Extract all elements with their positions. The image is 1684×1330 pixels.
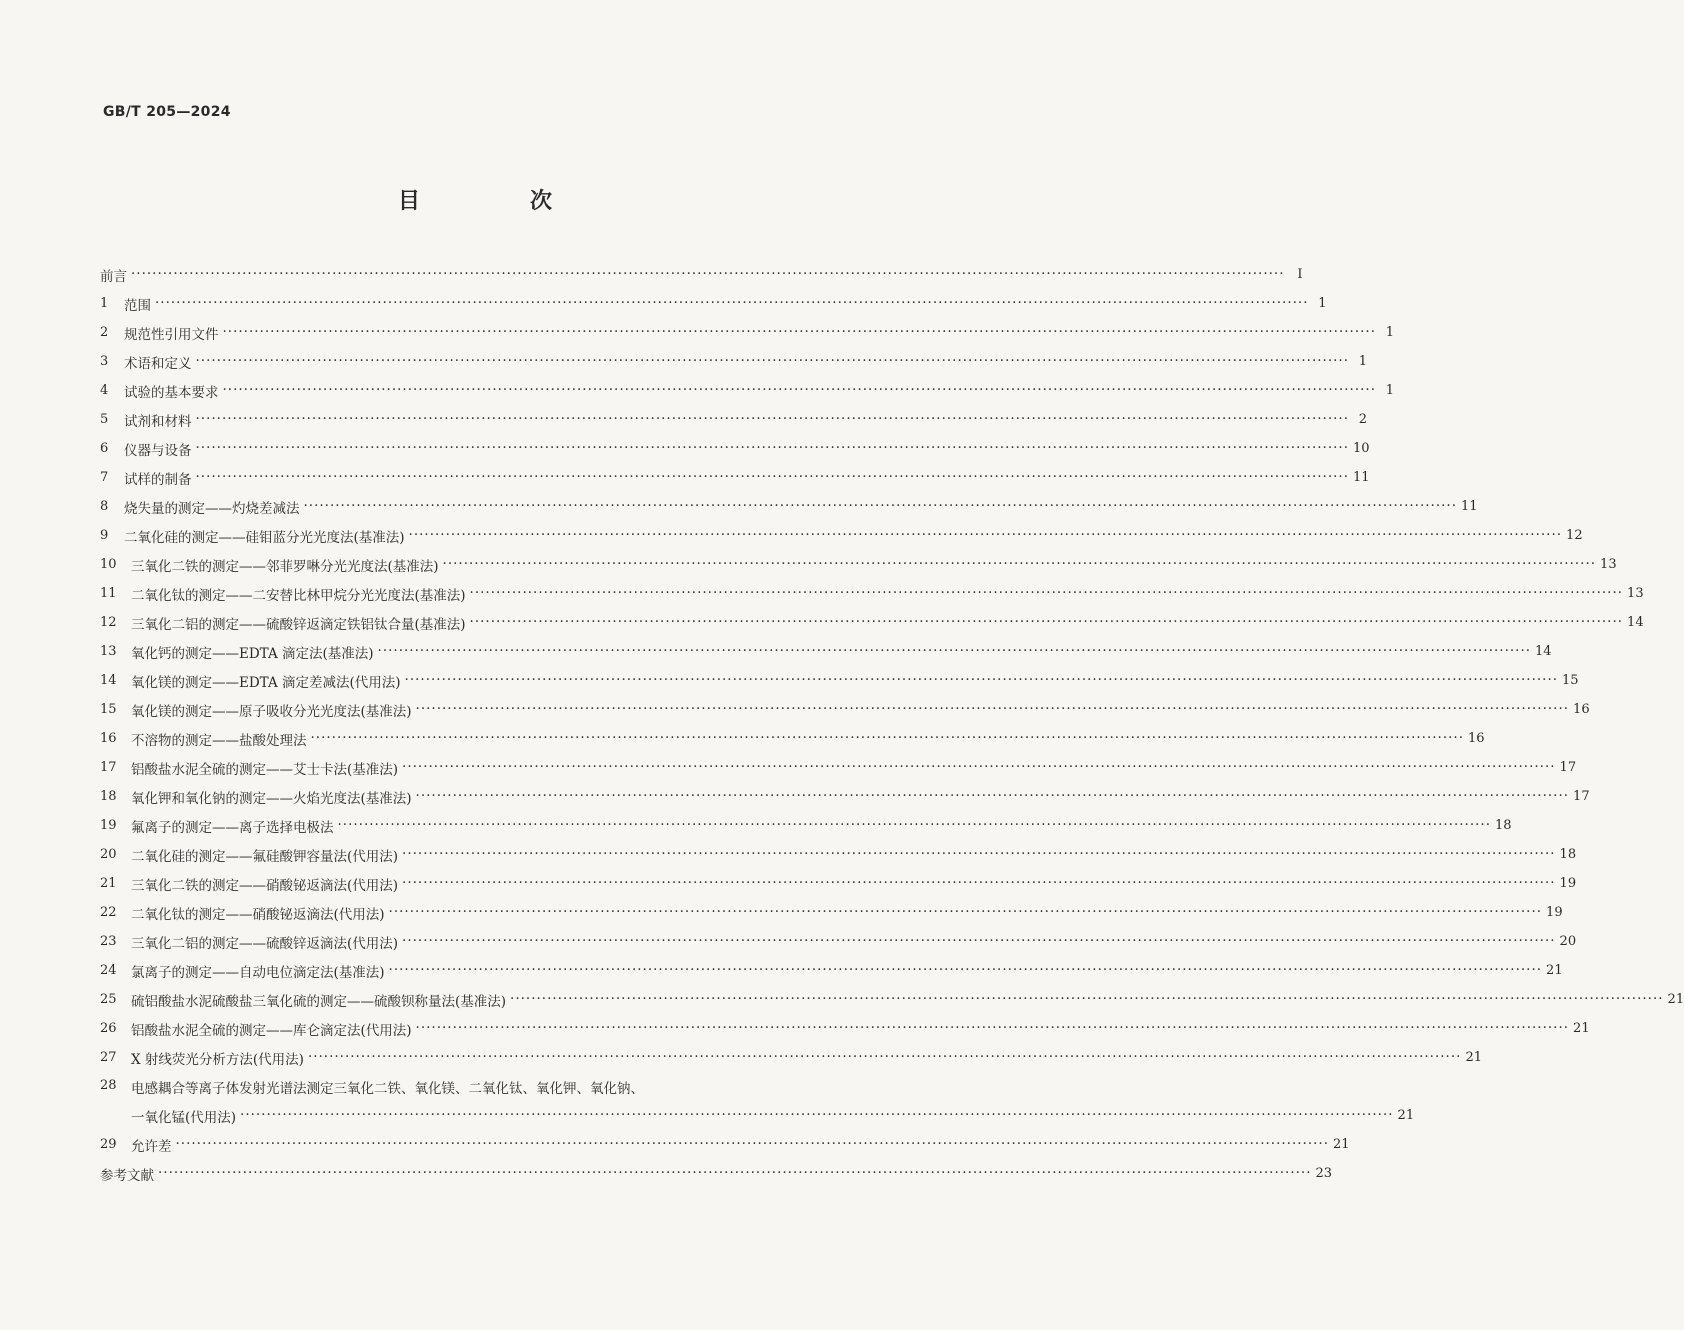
toc-label: 氧化镁的测定——EDTA 滴定差减法(代用法) [131,674,401,691]
leader-dots [158,1165,1312,1181]
toc-entry-19[interactable] [100,811,1512,840]
toc-number: 22 [100,905,117,920]
leader-dots [416,788,1570,804]
toc-page-number: 2 [1358,412,1367,427]
toc-entry-17[interactable] [100,753,1577,782]
leader-dots [416,1020,1570,1036]
standard-code: GB/T 205—2024 [103,104,231,120]
leader-dots [402,759,1556,775]
table-of-contents [100,260,1684,1188]
toc-entry-22[interactable] [100,898,1563,927]
toc-label: 氧化钙的测定——EDTA 滴定法(基准法) [131,645,374,662]
toc-number: 20 [100,847,117,862]
toc-number: 3 [100,354,109,369]
toc-page-number: 14 [1627,615,1644,630]
toc-page-number: 1 [1358,354,1367,369]
toc-number: 12 [100,615,117,630]
leader-dots [196,411,1350,427]
leader-dots [416,701,1570,717]
leader-dots [131,266,1285,282]
toc-page-number: 10 [1353,441,1370,456]
toc-label: 铝酸盐水泥全硫的测定——艾士卡法(基准法) [131,761,399,778]
toc-label-continued: 一氧化锰(代用法) [131,1109,237,1126]
toc-entry-4[interactable] [100,376,1394,405]
toc-entry-foreword[interactable] [100,260,1303,289]
toc-label: 术语和定义 [124,355,192,372]
toc-entry-23[interactable] [100,927,1577,956]
toc-label: 二氧化钛的测定——二安替比林甲烷分光光度法(基准法) [131,587,466,604]
toc-page-number: 1 [1385,383,1394,398]
toc-number: 8 [100,499,109,514]
toc-number: 4 [100,383,109,398]
toc-page-number: 11 [1353,470,1370,485]
toc-label: 试验的基本要求 [124,384,219,401]
toc-entry-7[interactable] [100,463,1370,492]
toc-page-number: 23 [1315,1166,1333,1181]
page-title: 目 次 [397,189,596,214]
leader-dots [304,498,1458,514]
toc-number: 5 [100,412,109,427]
toc-entry-21[interactable] [100,869,1577,898]
toc-label: 仪器与设备 [124,442,192,459]
toc-label: 铝酸盐水泥全硫的测定——库仑滴定法(代用法) [131,1022,412,1039]
toc-number: 15 [100,702,117,717]
toc-page-number: 21 [1397,1108,1415,1123]
toc-label: 试剂和材料 [124,413,192,430]
toc-page-number: 17 [1559,760,1577,775]
toc-entry-27[interactable] [100,1043,1482,1072]
toc-entry-14[interactable] [100,666,1579,695]
toc-page-number: 21 [1333,1137,1350,1152]
toc-entry-15[interactable] [100,695,1590,724]
toc-number: 13 [100,644,117,659]
toc-page-number: 19 [1559,876,1577,891]
toc-number: 11 [100,586,117,601]
toc-number: 28 [100,1078,117,1093]
leader-dots [176,1136,1330,1152]
toc-page-number: 13 [1600,557,1617,572]
toc-entry-bibliography[interactable] [100,1159,1333,1188]
toc-entry-5[interactable] [100,405,1367,434]
toc-entry-6[interactable] [100,434,1370,463]
toc-entry-20[interactable] [100,840,1577,869]
leader-dots [405,672,1559,688]
toc-label: 规范性引用文件 [124,326,219,343]
leader-dots [155,295,1309,311]
leader-dots [389,904,1543,920]
toc-number: 10 [100,557,117,572]
toc-label: 允许差 [131,1138,172,1155]
toc-number: 9 [100,528,109,543]
toc-page-number: 21 [1573,1021,1590,1036]
toc-label: 氧化钾和氧化钠的测定——火焰光度法(基准法) [131,790,412,807]
leader-dots [223,324,1377,340]
toc-label: 二氧化钛的测定——硝酸铋返滴法(代用法) [131,906,385,923]
toc-page-number: 16 [1573,702,1590,717]
toc-label: 范围 [124,297,151,314]
leader-dots [409,527,1563,543]
leader-dots [402,933,1556,949]
toc-label: 电感耦合等离子体发射光谱法测定三氧化二铁、氧化镁、二氧化钛、氧化钾、氧化钠、 [131,1080,644,1097]
toc-label: 烧失量的测定——灼烧差减法 [124,500,300,517]
toc-label: 三氧化二铝的测定——硫酸锌返滴定铁铝钛合量(基准法) [131,616,466,633]
toc-number: 1 [100,296,109,311]
toc-page-number: 20 [1559,934,1577,949]
leader-dots [402,875,1556,891]
leader-dots [443,556,1597,572]
leader-dots [196,440,1350,456]
toc-label: 氧化镁的测定——原子吸收分光光度法(基准法) [131,703,412,720]
toc-entry-11[interactable] [100,579,1644,608]
toc-number: 7 [100,470,109,485]
toc-page-number: 18 [1559,847,1577,862]
toc-number: 14 [100,673,117,688]
toc-number: 16 [100,731,117,746]
leader-dots [510,991,1664,1007]
toc-page-number: 18 [1495,818,1512,833]
toc-page-number: 11 [1461,499,1478,514]
toc-page-number: 14 [1535,644,1552,659]
toc-label: 参考文献 [100,1167,154,1184]
toc-number: 17 [100,760,117,775]
toc-number: 19 [100,818,117,833]
leader-dots [311,730,1465,746]
toc-entry-3[interactable] [100,347,1367,376]
toc-entry-10[interactable] [100,550,1617,579]
toc-page-number: 17 [1573,789,1590,804]
leader-dots [378,643,1532,659]
toc-entry-13[interactable] [100,637,1552,666]
toc-page-number: 21 [1546,963,1563,978]
toc-entry-18[interactable] [100,782,1590,811]
toc-label: 硫铝酸盐水泥硫酸盐三氧化硫的测定——硫酸钡称量法(基准法) [131,993,507,1010]
toc-label: 试样的制备 [124,471,192,488]
toc-number: 25 [100,992,117,1007]
toc-page-number: 21 [1465,1050,1482,1065]
toc-number: 2 [100,325,109,340]
leader-dots [402,846,1556,862]
toc-number: 29 [100,1137,117,1152]
toc-number: 26 [100,1021,117,1036]
toc-number: 18 [100,789,117,804]
toc-entry-2[interactable] [100,318,1394,347]
toc-page-number: 13 [1627,586,1644,601]
toc-page-number: 21 [1667,992,1684,1007]
toc-label: 二氧化硅的测定——硅钼蓝分光光度法(基准法) [124,529,405,546]
toc-page-number: 1 [1385,325,1394,340]
toc-page-number: 1 [1318,296,1327,311]
toc-label: 氟离子的测定——离子选择电极法 [131,819,334,836]
toc-label: 前言 [100,268,127,285]
toc-entry-26[interactable] [100,1014,1590,1043]
toc-page-number: I [1297,267,1303,282]
toc-label: 氯离子的测定——自动电位滴定法(基准法) [131,964,385,981]
toc-entry-12[interactable] [100,608,1644,637]
toc-number: 27 [100,1050,117,1065]
leader-dots [338,817,1492,833]
toc-label: 三氧化二铝的测定——硫酸锌返滴法(代用法) [131,935,399,952]
leader-dots [470,614,1624,630]
toc-number: 24 [100,963,117,978]
toc-number: 23 [100,934,117,949]
toc-number: 6 [100,441,109,456]
toc-entry-29[interactable] [100,1130,1350,1159]
toc-page-number: 19 [1546,905,1563,920]
toc-number: 21 [100,876,117,891]
leader-dots [389,962,1543,978]
toc-page-number: 12 [1566,528,1583,543]
toc-entry-28[interactable] [100,1072,1415,1130]
leader-dots [470,585,1624,601]
leader-dots [240,1107,1394,1123]
toc-page-number: 15 [1562,673,1579,688]
leader-dots [308,1049,1462,1065]
toc-entry-9[interactable] [100,521,1583,550]
toc-label: 不溶物的测定——盐酸处理法 [131,732,307,749]
toc-entry-25[interactable] [100,985,1684,1014]
toc-label: X 射线荧光分析方法(代用法) [131,1051,304,1068]
leader-dots [196,469,1350,485]
leader-dots [196,353,1350,369]
toc-entry-24[interactable] [100,956,1563,985]
toc-entry-1[interactable] [100,289,1327,318]
toc-page-number: 16 [1468,731,1485,746]
leader-dots [223,382,1377,398]
toc-entry-16[interactable] [100,724,1485,753]
toc-label: 三氧化二铁的测定——邻菲罗啉分光光度法(基准法) [131,558,439,575]
toc-entry-8[interactable] [100,492,1478,521]
toc-label: 三氧化二铁的测定——硝酸铋返滴法(代用法) [131,877,399,894]
toc-label: 二氧化硅的测定——氟硅酸钾容量法(代用法) [131,848,399,865]
